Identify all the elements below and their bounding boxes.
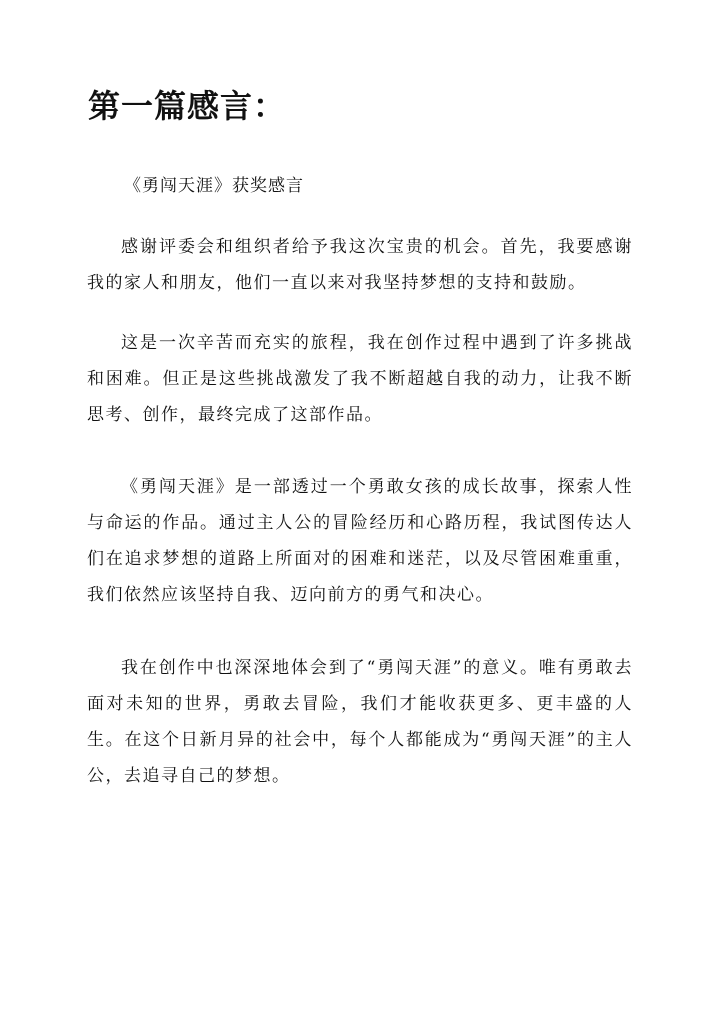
speech-subtitle: 《勇闯天涯》获奖感言: [124, 176, 304, 196]
paragraph-meaning: 我在创作中也深深地体会到了“勇闯天涯”的意义。唯有勇敢去面对未知的世界，勇敢去冒险，我们才能收获更多、更丰盛的人生。在这个日新月异的社会中，每个人都能成为“勇闯天涯”的主人公，去追寻自己的梦想。: [87, 658, 633, 786]
paragraph-journey: 这是一次辛苦而充实的旅程，我在创作过程中遇到了许多挑战和困难。但正是这些挑战激发了我不断超越自我的动力，让我不断思考、创作，最终完成了这部作品。: [87, 333, 633, 425]
paragraph-thanks: 感谢评委会和组织者给予我这次宝贵的机会。首先，我要感谢我的家人和朋友，他们一直以来对我坚持梦想的支持和鼓励。: [87, 237, 633, 293]
page-title: 第一篇感言：: [88, 87, 287, 125]
paragraph-work-description: 《勇闯天涯》是一部透过一个勇敢女孩的成长故事，探索人性与命运的作品。通过主人公的冒险经历和心路历程，我试图传达人们在追求梦想的道路上所面对的困难和迷茫，以及尽管困难重重，我们依然应该坚持自我、迈向前方的勇气和决心。: [87, 477, 633, 605]
